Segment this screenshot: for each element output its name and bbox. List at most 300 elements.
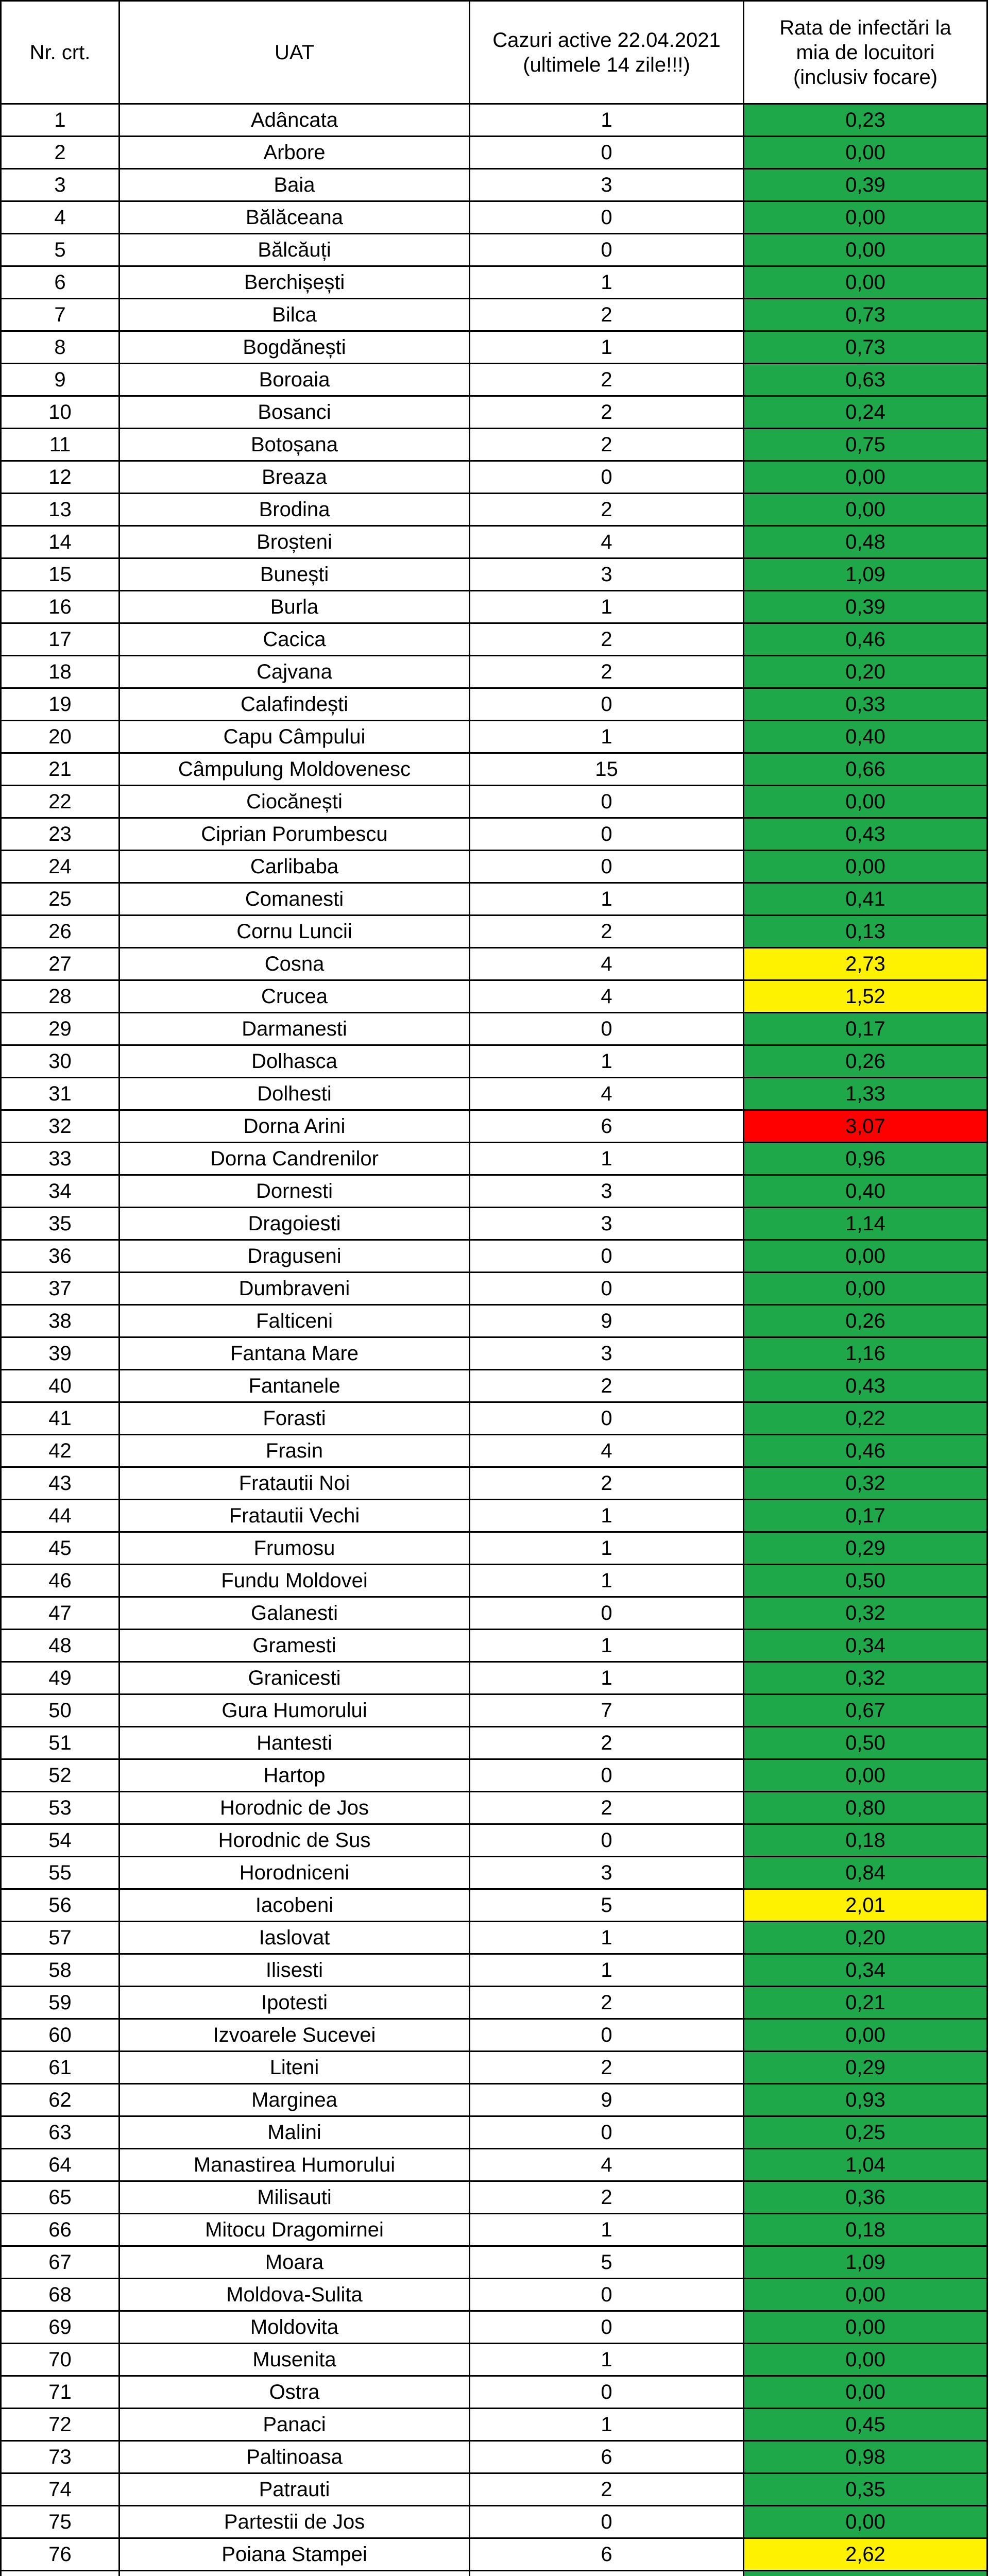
row-nr: 59 xyxy=(1,1987,120,2019)
table-row xyxy=(1,980,987,1013)
row-uat: Ostra xyxy=(120,2376,470,2409)
row-uat: Horodnic de Jos xyxy=(120,1792,470,1824)
row-infection-rate: 0,40 xyxy=(744,1175,987,1208)
row-uat: Hantesti xyxy=(120,1727,470,1759)
row-uat: Falticeni xyxy=(120,1305,470,1337)
row-active-cases: 0 xyxy=(470,688,744,721)
row-infection-rate: 0,20 xyxy=(744,656,987,688)
row-nr: 20 xyxy=(1,721,120,753)
row-infection-rate: 0,45 xyxy=(744,2409,987,2441)
row-infection-rate: 0,00 xyxy=(744,2279,987,2311)
header-rate-line2: mia de locuitori xyxy=(796,41,935,64)
row-active-cases: 0 xyxy=(470,1013,744,1045)
row-nr: 34 xyxy=(1,1175,120,1208)
row-infection-rate: 0,50 xyxy=(744,1565,987,1597)
row-uat: Galanesti xyxy=(120,1597,470,1630)
header-row xyxy=(1,1,987,104)
row-nr: 1 xyxy=(1,104,120,137)
row-infection-rate: 0,00 xyxy=(744,201,987,234)
row-active-cases: 2 xyxy=(470,2473,744,2506)
row-nr: 28 xyxy=(1,980,120,1013)
row-infection-rate: 0,46 xyxy=(744,1435,987,1467)
row-active-cases: 4 xyxy=(470,1078,744,1110)
table-row xyxy=(1,591,987,623)
row-active-cases: 0 xyxy=(470,234,744,266)
row-active-cases: 2 xyxy=(470,1370,744,1402)
row-active-cases: 5 xyxy=(470,2246,744,2279)
row-active-cases: 1 xyxy=(470,1922,744,1954)
row-infection-rate: 1,09 xyxy=(744,2246,987,2279)
row-active-cases: 6 xyxy=(470,1110,744,1143)
header-nr: Nr. crt. xyxy=(1,1,120,104)
row-active-cases: 1 xyxy=(470,1532,744,1565)
row-nr: 57 xyxy=(1,1922,120,1954)
row-active-cases: 2 xyxy=(470,2181,744,2214)
row-infection-rate: 0,26 xyxy=(744,1045,987,1078)
table-row xyxy=(1,916,987,948)
row-nr: 64 xyxy=(1,2149,120,2181)
row-uat: Musenita xyxy=(120,2344,470,2376)
row-uat: Baia xyxy=(120,169,470,201)
row-infection-rate: 0,48 xyxy=(744,526,987,558)
row-nr: 12 xyxy=(1,461,120,494)
row-infection-rate: 0,73 xyxy=(744,331,987,364)
row-nr: 32 xyxy=(1,1110,120,1143)
row-active-cases: 2 xyxy=(470,2052,744,2084)
row-uat: Berchișești xyxy=(120,266,470,299)
row-infection-rate: 0,00 xyxy=(744,137,987,169)
row-uat: Fantana Mare xyxy=(120,1337,470,1370)
table-row xyxy=(1,1078,987,1110)
row-infection-rate: 1,16 xyxy=(744,1337,987,1370)
row-nr: 44 xyxy=(1,1500,120,1532)
table-row xyxy=(1,721,987,753)
row-infection-rate: 0,29 xyxy=(744,2052,987,2084)
row-active-cases: 1 xyxy=(470,591,744,623)
row-infection-rate: 0,34 xyxy=(744,1954,987,1987)
row-nr: 50 xyxy=(1,1694,120,1727)
table-row xyxy=(1,364,987,396)
row-active-cases: 4 xyxy=(470,526,744,558)
row-nr: 61 xyxy=(1,2052,120,2084)
row-active-cases: 4 xyxy=(470,1435,744,1467)
row-infection-rate: 0,36 xyxy=(744,2181,987,2214)
row-nr: 67 xyxy=(1,2246,120,2279)
row-nr: 56 xyxy=(1,1889,120,1922)
table-row xyxy=(1,1110,987,1143)
row-nr: 49 xyxy=(1,1662,120,1694)
table-row xyxy=(1,1273,987,1305)
row-infection-rate: 0,50 xyxy=(744,1727,987,1759)
row-infection-rate: 0,00 xyxy=(744,2344,987,2376)
row-nr: 18 xyxy=(1,656,120,688)
row-infection-rate: 0,40 xyxy=(744,721,987,753)
row-nr: 69 xyxy=(1,2311,120,2344)
row-active-cases: 0 xyxy=(470,1240,744,1273)
row-active-cases: 2 xyxy=(470,656,744,688)
table-row xyxy=(1,1175,987,1208)
row-infection-rate: 0,00 xyxy=(744,1273,987,1305)
row-active-cases: 1 xyxy=(470,331,744,364)
row-infection-rate: 0,00 xyxy=(744,2311,987,2344)
table-row xyxy=(1,2344,987,2376)
row-nr: 14 xyxy=(1,526,120,558)
table-row xyxy=(1,2246,987,2279)
row-nr: 48 xyxy=(1,1630,120,1662)
row-active-cases: 0 xyxy=(470,1273,744,1305)
table-row xyxy=(1,2376,987,2409)
row-uat: Bogdănești xyxy=(120,331,470,364)
row-active-cases: 0 xyxy=(470,461,744,494)
row-infection-rate: 0,22 xyxy=(744,1402,987,1435)
table-row xyxy=(1,2409,987,2441)
table-row xyxy=(1,558,987,591)
row-infection-rate: 0,43 xyxy=(744,818,987,851)
row-nr: 47 xyxy=(1,1597,120,1630)
table-body xyxy=(1,104,987,2576)
table-row xyxy=(1,266,987,299)
header-infection-rate xyxy=(744,1,987,104)
row-nr: 17 xyxy=(1,623,120,656)
row-nr: 60 xyxy=(1,2019,120,2052)
row-nr: 70 xyxy=(1,2344,120,2376)
row-nr: 45 xyxy=(1,1532,120,1565)
table-row xyxy=(1,396,987,429)
row-uat: Malini xyxy=(120,2116,470,2149)
row-infection-rate: 0,80 xyxy=(744,1792,987,1824)
row-active-cases: 1 xyxy=(470,266,744,299)
row-active-cases: 5 xyxy=(470,1889,744,1922)
row-uat: Paltinoasa xyxy=(120,2441,470,2473)
table-row xyxy=(1,2279,987,2311)
row-active-cases: 0 xyxy=(470,2019,744,2052)
row-nr: 21 xyxy=(1,753,120,786)
row-active-cases: 2 xyxy=(470,364,744,396)
table-row xyxy=(1,753,987,786)
row-uat: Gura Humorului xyxy=(120,1694,470,1727)
row-nr: 62 xyxy=(1,2084,120,2116)
row-nr: 31 xyxy=(1,1078,120,1110)
row-nr: 5 xyxy=(1,234,120,266)
row-uat: Câmpulung Moldovenesc xyxy=(120,753,470,786)
row-uat: Ciocănești xyxy=(120,786,470,818)
row-infection-rate: 0,39 xyxy=(744,169,987,201)
row-uat: Draguseni xyxy=(120,1240,470,1273)
row-active-cases: 1 xyxy=(470,1045,744,1078)
table-row xyxy=(1,1045,987,1078)
table-row xyxy=(1,137,987,169)
row-active-cases: 0 xyxy=(470,201,744,234)
table-row xyxy=(1,1889,987,1922)
row-uat: Bălăceana xyxy=(120,201,470,234)
row-uat: Gramesti xyxy=(120,1630,470,1662)
row-nr: 52 xyxy=(1,1759,120,1792)
table-row xyxy=(1,2571,987,2576)
table-row xyxy=(1,429,987,461)
row-nr: 11 xyxy=(1,429,120,461)
row-active-cases: 2 xyxy=(470,494,744,526)
row-uat: Granicesti xyxy=(120,1662,470,1694)
table-row xyxy=(1,688,987,721)
row-uat: Ipotesti xyxy=(120,1987,470,2019)
row-active-cases: 2 xyxy=(470,1467,744,1500)
row-active-cases: 2 xyxy=(470,1792,744,1824)
table-row xyxy=(1,2116,987,2149)
table-row xyxy=(1,461,987,494)
row-nr: 13 xyxy=(1,494,120,526)
row-uat: Dumbraveni xyxy=(120,1273,470,1305)
row-uat: Dragoiesti xyxy=(120,1208,470,1240)
row-nr: 3 xyxy=(1,169,120,201)
row-infection-rate: 0,00 xyxy=(744,266,987,299)
row-nr: 26 xyxy=(1,916,120,948)
row-nr: 36 xyxy=(1,1240,120,1273)
row-infection-rate: 0,24 xyxy=(744,396,987,429)
row-nr: 35 xyxy=(1,1208,120,1240)
row-infection-rate: 0,67 xyxy=(744,1694,987,1727)
table-row xyxy=(1,2052,987,2084)
row-active-cases: 1 xyxy=(470,721,744,753)
table-row xyxy=(1,2181,987,2214)
row-infection-rate: 2,73 xyxy=(744,948,987,980)
row-active-cases: 3 xyxy=(470,1337,744,1370)
table-row xyxy=(1,1987,987,2019)
row-infection-rate: 1,09 xyxy=(744,558,987,591)
row-infection-rate: 0,46 xyxy=(744,623,987,656)
table-row xyxy=(1,2311,987,2344)
row-uat: Hartop xyxy=(120,1759,470,1792)
row-active-cases: 1 xyxy=(470,2214,744,2246)
table-row xyxy=(1,1694,987,1727)
table-row xyxy=(1,494,987,526)
table-row xyxy=(1,2019,987,2052)
row-uat: Broșteni xyxy=(120,526,470,558)
row-uat: Comanesti xyxy=(120,883,470,916)
row-infection-rate: 0,32 xyxy=(744,1467,987,1500)
row-active-cases: 9 xyxy=(470,1305,744,1337)
row-uat: Iacobeni xyxy=(120,1889,470,1922)
row-nr: 43 xyxy=(1,1467,120,1500)
table-row xyxy=(1,1402,987,1435)
row-uat: Liteni xyxy=(120,2052,470,2084)
row-uat: Moara xyxy=(120,2246,470,2279)
row-uat: Fundu Moldovei xyxy=(120,1565,470,1597)
row-active-cases: 0 xyxy=(470,818,744,851)
row-active-cases: 1 xyxy=(470,2409,744,2441)
table-row xyxy=(1,786,987,818)
table-row xyxy=(1,201,987,234)
header-cases-line2: (ultimele 14 zile!!!) xyxy=(523,53,690,76)
row-active-cases: 4 xyxy=(470,948,744,980)
row-uat: Breaza xyxy=(120,461,470,494)
row-infection-rate: 1,04 xyxy=(744,2149,987,2181)
row-infection-rate: 0,00 xyxy=(744,2506,987,2538)
row-nr: 30 xyxy=(1,1045,120,1078)
table-row xyxy=(1,331,987,364)
table-row xyxy=(1,2441,987,2473)
row-active-cases: 2 xyxy=(470,1987,744,2019)
row-nr: 39 xyxy=(1,1337,120,1370)
row-infection-rate: 0,34 xyxy=(744,1630,987,1662)
row-active-cases: 0 xyxy=(470,2279,744,2311)
row-infection-rate: 0,00 xyxy=(744,851,987,883)
row-uat: Dolhasca xyxy=(120,1045,470,1078)
table-row xyxy=(1,818,987,851)
row-infection-rate: 3,07 xyxy=(744,1110,987,1143)
row-nr: 38 xyxy=(1,1305,120,1337)
table-row xyxy=(1,1305,987,1337)
row-uat xyxy=(120,2571,470,2576)
row-uat: Cajvana xyxy=(120,656,470,688)
row-nr: 53 xyxy=(1,1792,120,1824)
row-active-cases: 3 xyxy=(470,169,744,201)
row-active-cases: 0 xyxy=(470,1597,744,1630)
row-infection-rate: 0,33 xyxy=(744,688,987,721)
row-infection-rate: 0,00 xyxy=(744,1240,987,1273)
table-row xyxy=(1,234,987,266)
row-nr: 74 xyxy=(1,2473,120,2506)
row-active-cases: 2 xyxy=(470,429,744,461)
row-infection-rate: 0,32 xyxy=(744,1597,987,1630)
row-nr: 66 xyxy=(1,2214,120,2246)
row-nr: 8 xyxy=(1,331,120,364)
row-infection-rate: 0,23 xyxy=(744,104,987,137)
row-infection-rate: 0,18 xyxy=(744,2214,987,2246)
row-uat: Cornu Luncii xyxy=(120,916,470,948)
row-nr: 71 xyxy=(1,2376,120,2409)
table-row xyxy=(1,299,987,331)
row-uat: Marginea xyxy=(120,2084,470,2116)
table-row xyxy=(1,883,987,916)
row-nr xyxy=(1,2571,120,2576)
row-nr: 7 xyxy=(1,299,120,331)
row-nr: 6 xyxy=(1,266,120,299)
row-uat: Dorna Candrenilor xyxy=(120,1143,470,1175)
row-active-cases: 2 xyxy=(470,1727,744,1759)
row-nr: 40 xyxy=(1,1370,120,1402)
row-infection-rate: 0,00 xyxy=(744,234,987,266)
table-row xyxy=(1,1792,987,1824)
row-uat: Cosna xyxy=(120,948,470,980)
row-nr: 54 xyxy=(1,1824,120,1857)
table-row xyxy=(1,1727,987,1759)
row-active-cases: 1 xyxy=(470,1630,744,1662)
row-uat: Izvoarele Sucevei xyxy=(120,2019,470,2052)
row-nr: 24 xyxy=(1,851,120,883)
row-infection-rate: 1,14 xyxy=(744,1208,987,1240)
row-nr: 10 xyxy=(1,396,120,429)
row-infection-rate: 0,84 xyxy=(744,1857,987,1889)
row-active-cases: 0 xyxy=(470,2311,744,2344)
row-uat: Burla xyxy=(120,591,470,623)
row-uat: Arbore xyxy=(120,137,470,169)
row-nr: 4 xyxy=(1,201,120,234)
row-active-cases: 0 xyxy=(470,137,744,169)
row-infection-rate: 0,29 xyxy=(744,1532,987,1565)
row-uat: Fratautii Noi xyxy=(120,1467,470,1500)
row-nr: 72 xyxy=(1,2409,120,2441)
row-infection-rate: 0,17 xyxy=(744,1500,987,1532)
row-infection-rate: 0,00 xyxy=(744,2019,987,2052)
row-nr: 22 xyxy=(1,786,120,818)
row-nr: 37 xyxy=(1,1273,120,1305)
row-nr: 55 xyxy=(1,1857,120,1889)
table-row xyxy=(1,948,987,980)
row-infection-rate: 0,00 xyxy=(744,2376,987,2409)
row-uat: Moldova-Sulita xyxy=(120,2279,470,2311)
row-nr: 76 xyxy=(1,2538,120,2571)
row-active-cases: 0 xyxy=(470,786,744,818)
row-active-cases: 1 xyxy=(470,883,744,916)
table-row xyxy=(1,169,987,201)
row-nr: 63 xyxy=(1,2116,120,2149)
row-nr: 15 xyxy=(1,558,120,591)
row-nr: 41 xyxy=(1,1402,120,1435)
row-uat: Panaci xyxy=(120,2409,470,2441)
row-infection-rate: 0,93 xyxy=(744,2084,987,2116)
row-uat: Botoșana xyxy=(120,429,470,461)
row-uat: Bunești xyxy=(120,558,470,591)
row-infection-rate: 0,43 xyxy=(744,1370,987,1402)
row-nr: 16 xyxy=(1,591,120,623)
table-row xyxy=(1,1532,987,1565)
table-row xyxy=(1,1240,987,1273)
row-active-cases: 2 xyxy=(470,396,744,429)
row-nr: 75 xyxy=(1,2506,120,2538)
row-active-cases: 1 xyxy=(470,1662,744,1694)
row-active-cases: 1 xyxy=(470,1500,744,1532)
row-active-cases: 4 xyxy=(470,980,744,1013)
row-infection-rate: 0,63 xyxy=(744,364,987,396)
row-infection-rate: 0,75 xyxy=(744,429,987,461)
row-uat: Mitocu Dragomirnei xyxy=(120,2214,470,2246)
row-infection-rate: 0,00 xyxy=(744,1759,987,1792)
row-uat: Ciprian Porumbescu xyxy=(120,818,470,851)
row-active-cases: 1 xyxy=(470,1954,744,1987)
header-rate-line3: (inclusiv focare) xyxy=(793,65,938,89)
table-row xyxy=(1,2506,987,2538)
table-row xyxy=(1,526,987,558)
row-active-cases: 3 xyxy=(470,558,744,591)
row-active-cases: 6 xyxy=(470,2538,744,2571)
row-uat: Frumosu xyxy=(120,1532,470,1565)
row-active-cases: 9 xyxy=(470,2084,744,2116)
table-row xyxy=(1,2214,987,2246)
row-active-cases: 0 xyxy=(470,1824,744,1857)
row-active-cases: 2 xyxy=(470,916,744,948)
table-row xyxy=(1,1857,987,1889)
row-infection-rate: 0,96 xyxy=(744,1143,987,1175)
header-cases-line1: Cazuri active 22.04.2021 xyxy=(492,28,721,52)
table-row xyxy=(1,1208,987,1240)
row-infection-rate: 0,66 xyxy=(744,753,987,786)
table-row xyxy=(1,1630,987,1662)
row-infection-rate: 0,98 xyxy=(744,2441,987,2473)
row-uat: Crucea xyxy=(120,980,470,1013)
row-infection-rate: 2,62 xyxy=(744,2538,987,2571)
table-row xyxy=(1,623,987,656)
row-uat: Frasin xyxy=(120,1435,470,1467)
row-active-cases: 6 xyxy=(470,2441,744,2473)
row-infection-rate: 0,25 xyxy=(744,2116,987,2149)
row-infection-rate: 0,35 xyxy=(744,2473,987,2506)
row-active-cases: 0 xyxy=(470,2116,744,2149)
row-uat: Boroaia xyxy=(120,364,470,396)
row-uat: Poiana Stampei xyxy=(120,2538,470,2571)
table-row xyxy=(1,656,987,688)
row-infection-rate: 0,73 xyxy=(744,299,987,331)
row-active-cases: 1 xyxy=(470,104,744,137)
